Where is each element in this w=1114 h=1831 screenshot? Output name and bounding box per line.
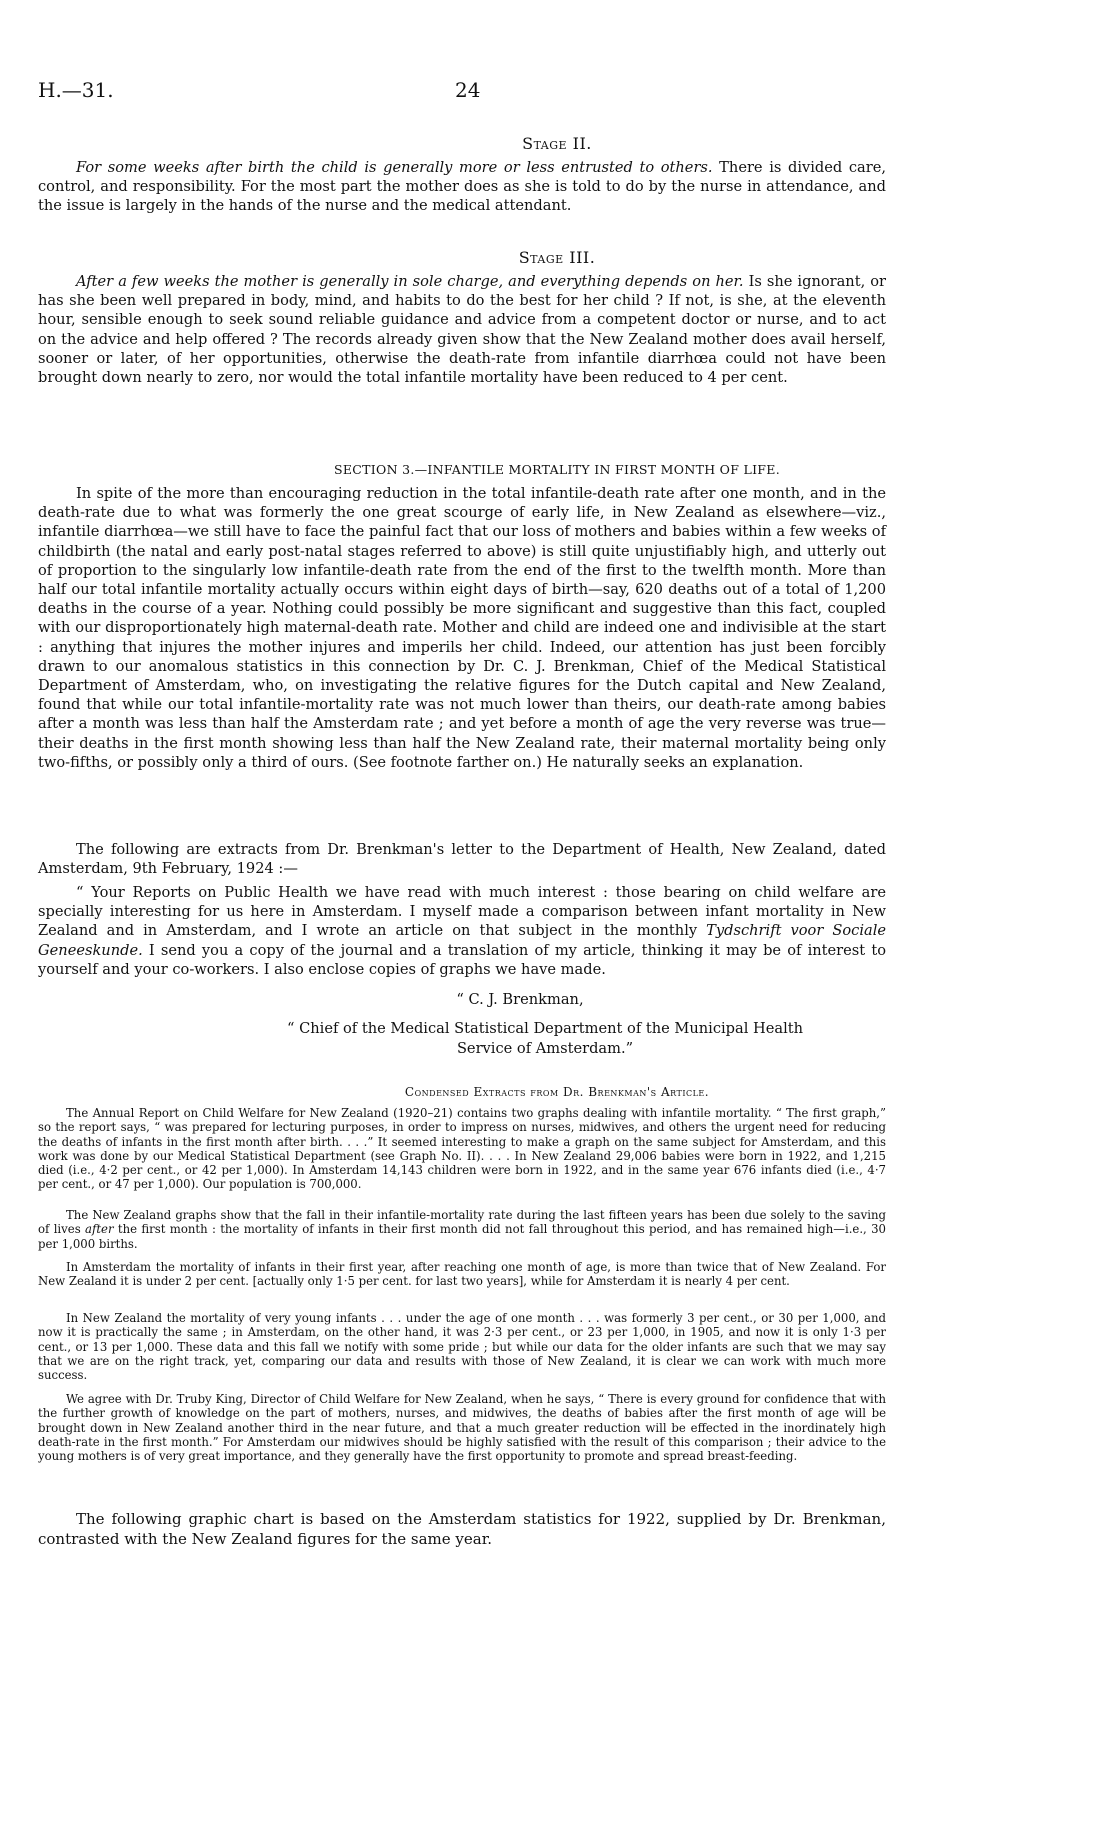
page-number: 24 <box>455 78 481 102</box>
extract-paragraph-3: In Amsterdam the mortality of infants in their first year, after reaching one month of age, is more than twice that of New Zealand. For New Zealand it is under 2 per cent. [actually only 1·5 per cent. for last two years], while for Amsterdam it is nearly 4 per cent. <box>38 1260 886 1289</box>
stage-2-heading: Stage II. <box>522 134 592 153</box>
section-3-title: SECTION 3.—INFANTILE MORTALITY IN FIRST MONTH OF LIFE. <box>334 462 780 477</box>
stage-3-lead: After a few weeks the mother is generally in sole charge, and everything depends on her. <box>76 273 744 290</box>
quote-text-2: I send you a copy of the journal and a translation of my article, thinking it may be of interest to yourself and your co-workers. I also enclose copies of graphs we have made. <box>38 941 886 978</box>
journal-title: Tydschrift voor Sociale Geneeskunde. <box>38 922 886 959</box>
section-3-paragraph-1: In spite of the more than encouraging reduction in the total infantile-death rate after one month, and in the death-rate due to what was formerly the one great scourge of early life, in New Zealand as elsewhere—viz., infantile diarrhœa—we still have to face the painful fact that our loss of mothers and babies within a few weeks of childbirth (the natal and early post-natal stages referred to above) is still quite unjustifiably high, and utterly out of proportion to the singularly low infantile-death rate from the end of the first to the twelfth month. More than half our total infantile mortality actually occurs within eight days of birth—say, 620 deaths out of a total of 1,200 deaths in the course of a year. Nothing could possibly be more significant and suggestive than this fact, coupled with our disproportionately high maternal-death rate. Mother and child are indeed one and indivisible at the start : anything that injures the mother injures and imperils her child. Indeed, our attention has just been forcibly drawn to our anomalous statistics in this connection by Dr. C. J. Brenkman, Chief of the Medical Statistical Department of Amsterdam, who, on investigating the relative figures for the Dutch capital and New Zealand, found that while our total infantile-mortality rate was not much lower than theirs, our death-rate among babies after a month was less than half the Amsterdam rate ; and yet before a month of age the very reverse was true—their deaths in the first month showing less than half the New Zealand rate, their maternal mortality being only two-fifths, or possibly only a third of ours. (See footnote farther on.) He naturally seeks an explanation. <box>38 485 886 771</box>
stage-3-paragraph <box>38 272 886 387</box>
extract-paragraph-1: The Annual Report on Child Welfare for New Zealand (1920–21) contains two graphs dealing with infantile mortality. “ The first graph,” so the report says, “ was prepared for lecturing purposes, in order to impress on nurses, midwives, and others the urgent need for reducing the deaths of infants in the first month after birth. . . .” It seemed interesting to make a graph on the same subject for Amsterdam, and this work was done by our Medical Statistical Department (see Graph No. II). . . . In New Zealand 29,006 babies were born in 1922, and 1,215 died (i.e., 4·2 per cent., or 42 per 1,000). In Amsterdam 14,143 children were born in 1922, and in the same year 676 infants died (i.e., 4·7 per cent., or 47 per 1,000). Our population is 700,000. <box>38 1106 886 1192</box>
report-code: H.—31. <box>38 78 114 102</box>
closing-paragraph: The following graphic chart is based on the Amsterdam statistics for 1922, supplied by Dr. Brenkman, contrasted with the New Zealand figures for the same year. <box>38 1510 886 1548</box>
extract-paragraph-5: We agree with Dr. Truby King, Director of Child Welfare for New Zealand, when he says, “ There is every ground for confidence that with the further growth of knowledge on the part of mothers, nurses, and midwives, the deaths of babies after the first month of age will be brought down in New Zealand another third in the near future, and that a much greater reduction will be effected in the inordinately high death-rate in the first month.” For Amsterdam our midwives should be highly satisfied with the result of this comparison ; their advice to the young mothers is of very great importance, and they generally have the first opportunity to promote and spread breast-feeding. <box>38 1392 886 1464</box>
stage-3-heading: Stage III. <box>518 248 596 267</box>
section-3-paragraph-2: The following are extracts from Dr. Brenkman's letter to the Department of Health, New Zealand, dated Amsterdam, 9th February, 1924 :— <box>38 841 886 878</box>
signature-name: “ C. J. Brenkman, <box>456 991 584 1008</box>
quote-text-1: “ Your Reports on Public Health we have read with much interest : those bearing on child welfare are specially interesting for us here in Amsterdam. I myself made a comparison between infant mortality in New Zealand and in Amsterdam, and I wrote an article on that subject in the monthly <box>38 884 886 940</box>
extract-paragraph-2 <box>38 1208 886 1251</box>
stage-2-lead: For some weeks after birth the child is generally more or less entrusted to others. <box>76 159 713 176</box>
extract-2-text-1: The New Zealand graphs show that the fall in their infantile-mortality rate during the last fifteen years has been due solely to the saving of lives <box>38 1208 886 1237</box>
extract-2-text-2: the first month : the mortality of infants in their first month did not fall throughout this period, and has remained high—i.e., 30 per 1,000 births. <box>38 1222 886 1251</box>
stage-2-paragraph <box>38 158 886 216</box>
extracts-heading: Condensed Extracts from Dr. Brenkman's Article. <box>404 1085 710 1099</box>
brenkman-letter-quote <box>38 883 886 979</box>
stage-3-text: Is she ignorant, or has she been well prepared in body, mind, and habits to do the best for her child ? If not, is she, at the eleventh hour, sensible enough to seek sound reliable guidance and advice from a competent doctor or nurse, and to act on the advice and help offered ? The records already given show that the New Zealand mother does avail herself, sooner or later, of her opportunities, otherwise the death-rate from infantile diarrhœa could not have been brought down nearly to zero, nor would the total infantile mortality have been reduced to 4 per cent. <box>38 273 886 387</box>
signature-title-line-1: “ Chief of the Medical Statistical Department of the Municipal Health <box>287 1020 803 1037</box>
extract-2-emphasis: after <box>85 1222 114 1237</box>
signature-title-line-2: Service of Amsterdam.” <box>456 1040 634 1057</box>
extract-paragraph-4: In New Zealand the mortality of very young infants . . . under the age of one month . . . was formerly 3 per cent., or 30 per 1,000, and now it is practically the same ; in Amsterdam, on the other hand, it was 2·3 per cent., or 23 per 1,000, in 1905, and now it is only 1·3 per cent., or 13 per 1,000. These data and this fall we notify with some pride ; but while our data for the older infants are such that we may say that we are on the right track, yet, comparing our data and results with those of New Zealand, it is clear we can work with much more success. <box>38 1311 886 1383</box>
stage-2-text: There is divided care, control, and responsibility. For the most part the mother does as she is told to do by the nurse in attendance, and the issue is largely in the hands of the nurse and the medical attendant. <box>38 159 886 215</box>
